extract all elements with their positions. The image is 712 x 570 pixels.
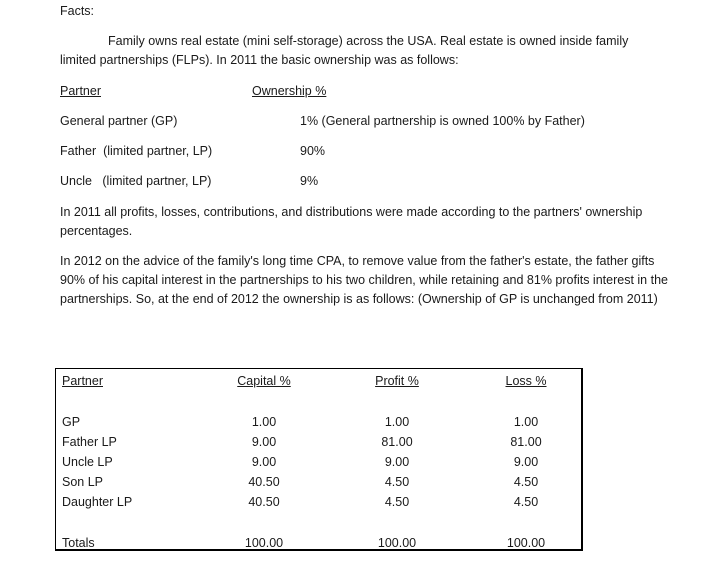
table-cell-loss: 81.00: [510, 435, 542, 449]
table-cell-profit: 1.00: [384, 415, 410, 429]
table-cell-partner: Uncle LP: [62, 455, 113, 469]
table-cell-loss: 1.00: [513, 415, 539, 429]
table-cell-capital: 40.50: [248, 475, 280, 489]
table-cell-partner: GP: [62, 415, 81, 429]
table-header-loss: Loss %: [505, 374, 547, 388]
table-cell-capital: 9.00: [251, 435, 277, 449]
table-header-partner: Partner: [62, 374, 103, 388]
table-cell-partner: Daughter LP: [62, 495, 133, 509]
paragraph-2012: In 2012 on the advice of the family's long time CPA, to remove value from the father's estate, the father gifts 90% of his capital interest in the partnerships to his two children, while retaining and 81% profits interest in the partnerships. So, at the end of 2012 the ownership is as follows: (Ownership of GP is unchanged from 2011): [60, 254, 668, 306]
paragraph-2011: In 2011 all profits, losses, contributions, and distributions were made according to the partners' ownership percentages.: [60, 205, 643, 238]
table-header-capital: Capital %: [237, 374, 291, 388]
table-cell-capital: 1.00: [251, 415, 277, 429]
intro-line-1: Family owns real estate (mini self-storage) across the USA. Real estate is owned inside family: [108, 34, 629, 48]
table-cell-profit: 4.50: [384, 495, 410, 509]
table-cell-profit: 4.50: [384, 475, 410, 489]
table-cell-profit: 81.00: [381, 435, 413, 449]
ownership-2011-partner: General partner (GP): [60, 114, 178, 128]
table-cell-capital: 9.00: [251, 455, 277, 469]
table-header-profit: Profit %: [375, 374, 419, 388]
table-cell-loss: 4.50: [513, 475, 539, 489]
table-totals-capital: 100.00: [244, 536, 284, 550]
table-cell-capital: 40.50: [248, 495, 280, 509]
table-totals-label: Totals: [62, 536, 95, 550]
table-totals-loss: 100.00: [506, 536, 546, 550]
intro-line-2: limited partnerships (FLPs). In 2011 the basic ownership was as follows:: [60, 53, 459, 67]
ownership-2012-table: [55, 368, 583, 551]
table-cell-partner: Father LP: [62, 435, 117, 449]
ownership-2011-partner: Father (limited partner, LP): [60, 144, 213, 158]
table-cell-loss: 4.50: [513, 495, 539, 509]
ownership-2011-header-partner: Partner: [60, 84, 101, 98]
ownership-2011-value: 1% (General partnership is owned 100% by Father): [300, 114, 585, 128]
ownership-2011-header-ownership: Ownership %: [252, 84, 327, 98]
ownership-2011-value: 9%: [300, 174, 319, 188]
table-cell-loss: 9.00: [513, 455, 539, 469]
table-cell-profit: 9.00: [384, 455, 410, 469]
ownership-2011-partner: Uncle (limited partner, LP): [60, 174, 212, 188]
ownership-2011-value: 90%: [300, 144, 326, 158]
facts-heading: Facts:: [60, 4, 95, 18]
table-cell-partner: Son LP: [62, 475, 104, 489]
table-totals-profit: 100.00: [377, 536, 417, 550]
